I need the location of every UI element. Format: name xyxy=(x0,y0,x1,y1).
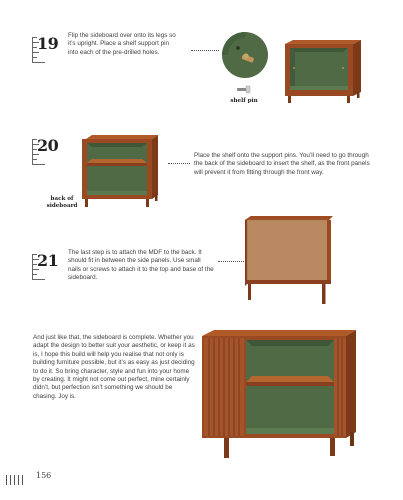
footer-bars-decoration xyxy=(6,471,26,489)
step-19-text: Flip the sideboard over onto its legs so it’s upright. Place a shelf support pin into each of the pre-drilled holes. xyxy=(68,32,176,56)
sideboard-back-mdf-illustration xyxy=(243,214,339,306)
back-of-sideboard-label-line2: sideboard xyxy=(46,203,78,209)
step-number-19: 19 xyxy=(37,34,59,53)
back-of-sideboard-label xyxy=(37,196,87,210)
step-number-20: 20 xyxy=(37,136,59,155)
step-21-text: The last step is to attach the MDF to the back. It should fit in between the side panels. Use small nails or screws to attach it to the top and base of the sideboard. xyxy=(68,249,214,282)
closing-paragraph: And just like that, the sideboard is complete. Whether you adapt the design to better suit your aesthetic, or keep it as is, I hope this build will help you realise that not only is building furniture possible, but it’s as easy as just deciding to do it. So bring character, style and fun into your home by creating. It might not come out perfect, mine certainly didn’t, but perfection isn’t something we should be chasing. Joy is. xyxy=(33,334,195,400)
back-of-sideboard-label-line1: back of xyxy=(50,196,74,202)
dotted-leader xyxy=(168,163,190,164)
dotted-leader xyxy=(218,261,244,262)
step-20-text: Place the shelf onto the support pins. You’ll need to go through the back of the sideboard to insert the shelf, as the front panels will prevent it from fitting through the front way. xyxy=(194,152,370,176)
finished-sideboard-illustration xyxy=(200,326,360,470)
shelf-pin-icon xyxy=(236,84,252,94)
sideboard-upright-illustration xyxy=(283,38,363,104)
shelf-pin-detail-illustration xyxy=(220,30,270,80)
step-number-21: 21 xyxy=(37,251,59,270)
dotted-leader xyxy=(191,50,219,51)
page-number: 156 xyxy=(36,471,52,480)
sideboard-shelf-illustration xyxy=(80,133,160,211)
shelf-pin-label: shelf pin xyxy=(230,98,258,104)
